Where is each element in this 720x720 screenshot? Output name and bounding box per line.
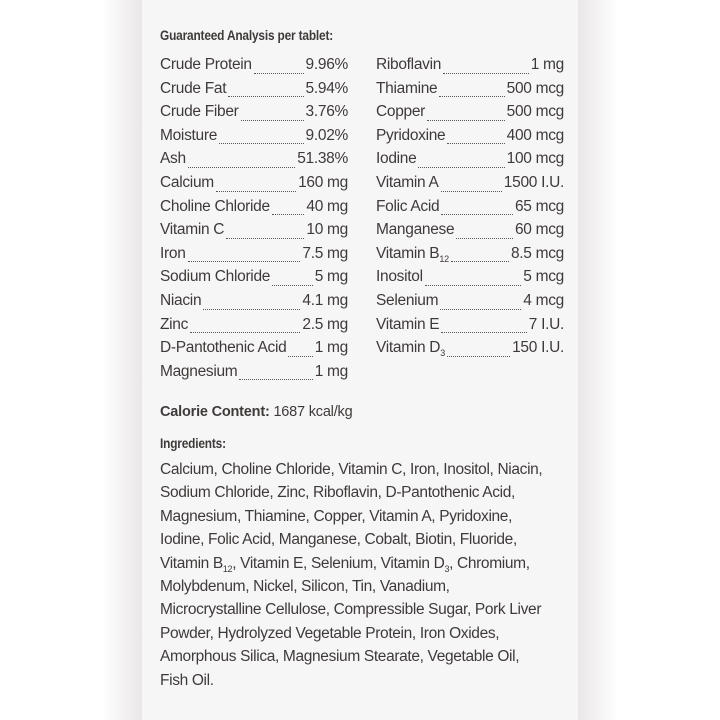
leader-dots bbox=[451, 261, 509, 262]
nutrient-name: Magnesium bbox=[160, 362, 238, 380]
analysis-row bbox=[376, 245, 564, 269]
analysis-row bbox=[376, 150, 564, 174]
analysis-row bbox=[160, 56, 348, 80]
leader-dots bbox=[254, 73, 304, 74]
calorie-label: Calorie Content: bbox=[160, 404, 270, 420]
nutrient-value: 4.1 mg bbox=[302, 291, 348, 309]
analysis-row bbox=[160, 150, 348, 174]
leader-dots bbox=[188, 261, 301, 262]
nutrient-name: Vitamin $D_3$ bbox=[376, 339, 445, 359]
analysis-row bbox=[160, 292, 348, 316]
nutrient-name: Ash bbox=[160, 150, 186, 168]
nutrient-value: 1 mg bbox=[314, 362, 348, 380]
analysis-row bbox=[160, 80, 348, 104]
analysis-row bbox=[376, 292, 564, 316]
calorie-content bbox=[160, 404, 352, 420]
ingredients-list bbox=[160, 458, 580, 692]
leader-dots bbox=[226, 238, 304, 239]
leader-dots bbox=[219, 143, 304, 144]
leader-dots bbox=[190, 332, 300, 333]
nutrient-value: 8.5 mcg bbox=[510, 244, 564, 262]
nutrient-name: Zinc bbox=[160, 315, 189, 333]
leader-dots bbox=[418, 167, 504, 168]
nutrient-value: 150 I.U. bbox=[512, 339, 564, 357]
leader-dots bbox=[203, 309, 300, 310]
nutrient-value: 51.38% bbox=[297, 150, 348, 168]
ingredients-title: Ingredients: bbox=[160, 436, 226, 451]
nutrient-name: Copper bbox=[376, 103, 426, 121]
nutrient-name: Selenium bbox=[376, 291, 439, 309]
leader-dots bbox=[288, 356, 312, 357]
analysis-row bbox=[160, 316, 348, 340]
nutrient-name: Riboflavin bbox=[376, 56, 442, 73]
nutrient-name: Iodine bbox=[376, 150, 417, 168]
nutrient-value: 9.02% bbox=[305, 126, 348, 144]
ingredients-line: Powder, Hydrolyzed Vegetable Protein, Iron Oxides, bbox=[160, 624, 500, 642]
leader-dots bbox=[441, 214, 513, 215]
nutrient-value: 4 mcg bbox=[523, 291, 564, 309]
leader-dots bbox=[447, 356, 510, 357]
analysis-row bbox=[376, 103, 564, 127]
nutrient-value: 100 mcg bbox=[506, 150, 564, 168]
analysis-row bbox=[160, 245, 348, 269]
ingredients-line: Magnesium, Thiamine, Copper, Vitamin A, Pyridoxine, bbox=[160, 507, 513, 525]
leader-dots bbox=[425, 285, 522, 286]
nutrient-name: Vitamin A bbox=[376, 173, 439, 191]
analysis-row bbox=[376, 127, 564, 151]
nutrient-name: Vitamin $B_{12}$ bbox=[376, 244, 449, 264]
ingredients-line: Sodium Chloride, Zinc, Riboflavin, D-Pantothenic Acid, bbox=[160, 484, 516, 502]
analysis-row bbox=[160, 198, 348, 222]
ingredients-line: Iodine, Folic Acid, Manganese, Cobalt, Biotin, Fluoride, bbox=[160, 531, 517, 549]
nutrient-name: Vitamin E bbox=[376, 315, 440, 333]
nutrient-value: 60 mcg bbox=[514, 221, 564, 239]
analysis-row bbox=[376, 339, 564, 363]
nutrient-name: Sodium Chloride bbox=[160, 268, 271, 286]
nutrient-value: 5 mg bbox=[314, 268, 348, 286]
nutrient-name: Choline Chloride bbox=[160, 197, 270, 215]
ingredients-line: Fish Oil. bbox=[160, 671, 214, 689]
analysis-row bbox=[376, 56, 564, 80]
leader-dots bbox=[447, 143, 504, 144]
nutrient-name: Crude Fiber bbox=[160, 103, 239, 121]
analysis-row bbox=[376, 316, 564, 340]
bottle-edge-right bbox=[578, 0, 720, 720]
nutrient-name: D-Pantothenic Acid bbox=[160, 339, 287, 357]
leader-dots bbox=[443, 73, 529, 74]
ingredients-line: Calcium, Choline Chloride, Vitamin C, Iron, Inositol, Niacin, bbox=[160, 461, 543, 478]
analysis-row bbox=[376, 221, 564, 245]
nutrient-name: Manganese bbox=[376, 221, 455, 239]
leader-dots bbox=[272, 285, 313, 286]
leader-dots bbox=[439, 96, 504, 97]
nutrient-name: Folic Acid bbox=[376, 197, 440, 215]
nutrient-value: 9.96% bbox=[305, 56, 348, 73]
leader-dots bbox=[228, 96, 303, 97]
nutrient-value: 1500 I.U. bbox=[503, 173, 564, 191]
nutrient-value: 1 mg bbox=[530, 56, 564, 73]
nutrient-value: 500 mcg bbox=[506, 79, 564, 97]
ingredients-line: Microcrystalline Cellulose, Compressible Sugar, Pork Liver bbox=[160, 601, 542, 619]
leader-dots bbox=[188, 167, 295, 168]
nutrient-value: 7.5 mg bbox=[302, 244, 348, 262]
nutrient-value: 1 mg bbox=[314, 339, 348, 357]
leader-dots bbox=[216, 191, 296, 192]
leader-dots bbox=[456, 238, 513, 239]
nutrient-value: 7 I.U. bbox=[528, 315, 564, 333]
analysis-row bbox=[160, 363, 348, 387]
nutrient-value: 400 mcg bbox=[506, 126, 564, 144]
analysis-row bbox=[376, 80, 564, 104]
ingredients-line: Amorphous Silica, Magnesium Stearate, Vegetable Oil, bbox=[160, 648, 520, 666]
nutrient-value: 500 mcg bbox=[506, 103, 564, 121]
calorie-value: 1687 kcal/kg bbox=[273, 404, 353, 420]
analysis-right-column bbox=[376, 56, 564, 363]
analysis-row bbox=[160, 103, 348, 127]
analysis-title: Guaranteed Analysis per tablet: bbox=[160, 28, 334, 43]
ingredients-line: Vitamin $B_{12}$, Vitamin E, Selenium, Vitamin $D_3$, Chromium, bbox=[160, 554, 530, 574]
analysis-row bbox=[160, 174, 348, 198]
analysis-row bbox=[160, 268, 348, 292]
nutrient-value: 65 mcg bbox=[514, 197, 564, 215]
analysis-left-column bbox=[160, 56, 348, 386]
leader-dots bbox=[239, 379, 312, 380]
analysis-row bbox=[376, 174, 564, 198]
nutrient-name: Inositol bbox=[376, 268, 423, 286]
nutrient-name: Thiamine bbox=[376, 79, 438, 97]
nutrient-name: Iron bbox=[160, 244, 186, 262]
nutrient-name: Crude Protein bbox=[160, 56, 252, 73]
nutrient-value: 3.76% bbox=[305, 103, 348, 121]
nutrient-value: 5 mcg bbox=[523, 268, 564, 286]
nutrient-value: 5.94% bbox=[305, 79, 348, 97]
leader-dots bbox=[441, 191, 502, 192]
nutrient-name: Vitamin C bbox=[160, 221, 225, 239]
analysis-row bbox=[376, 268, 564, 292]
analysis-row bbox=[160, 127, 348, 151]
nutrient-name: Niacin bbox=[160, 291, 202, 309]
leader-dots bbox=[272, 214, 305, 215]
nutrient-name: Calcium bbox=[160, 173, 214, 191]
nutrient-value: 10 mg bbox=[306, 221, 348, 239]
nutrient-value: 2.5 mg bbox=[302, 315, 348, 333]
leader-dots bbox=[440, 309, 521, 310]
leader-dots bbox=[241, 120, 304, 121]
nutrient-name: Crude Fat bbox=[160, 79, 227, 97]
analysis-row bbox=[160, 339, 348, 363]
nutrient-value: 40 mg bbox=[306, 197, 348, 215]
analysis-row bbox=[376, 198, 564, 222]
nutrient-name: Pyridoxine bbox=[376, 126, 446, 144]
leader-dots bbox=[427, 120, 505, 121]
ingredients-line: Molybdenum, Nickel, Silicon, Tin, Vanadium, bbox=[160, 578, 450, 596]
bottle-edge-left bbox=[0, 0, 142, 720]
nutrient-name: Moisture bbox=[160, 126, 218, 144]
leader-dots bbox=[441, 332, 526, 333]
analysis-row bbox=[160, 221, 348, 245]
nutrient-value: 160 mg bbox=[298, 173, 348, 191]
